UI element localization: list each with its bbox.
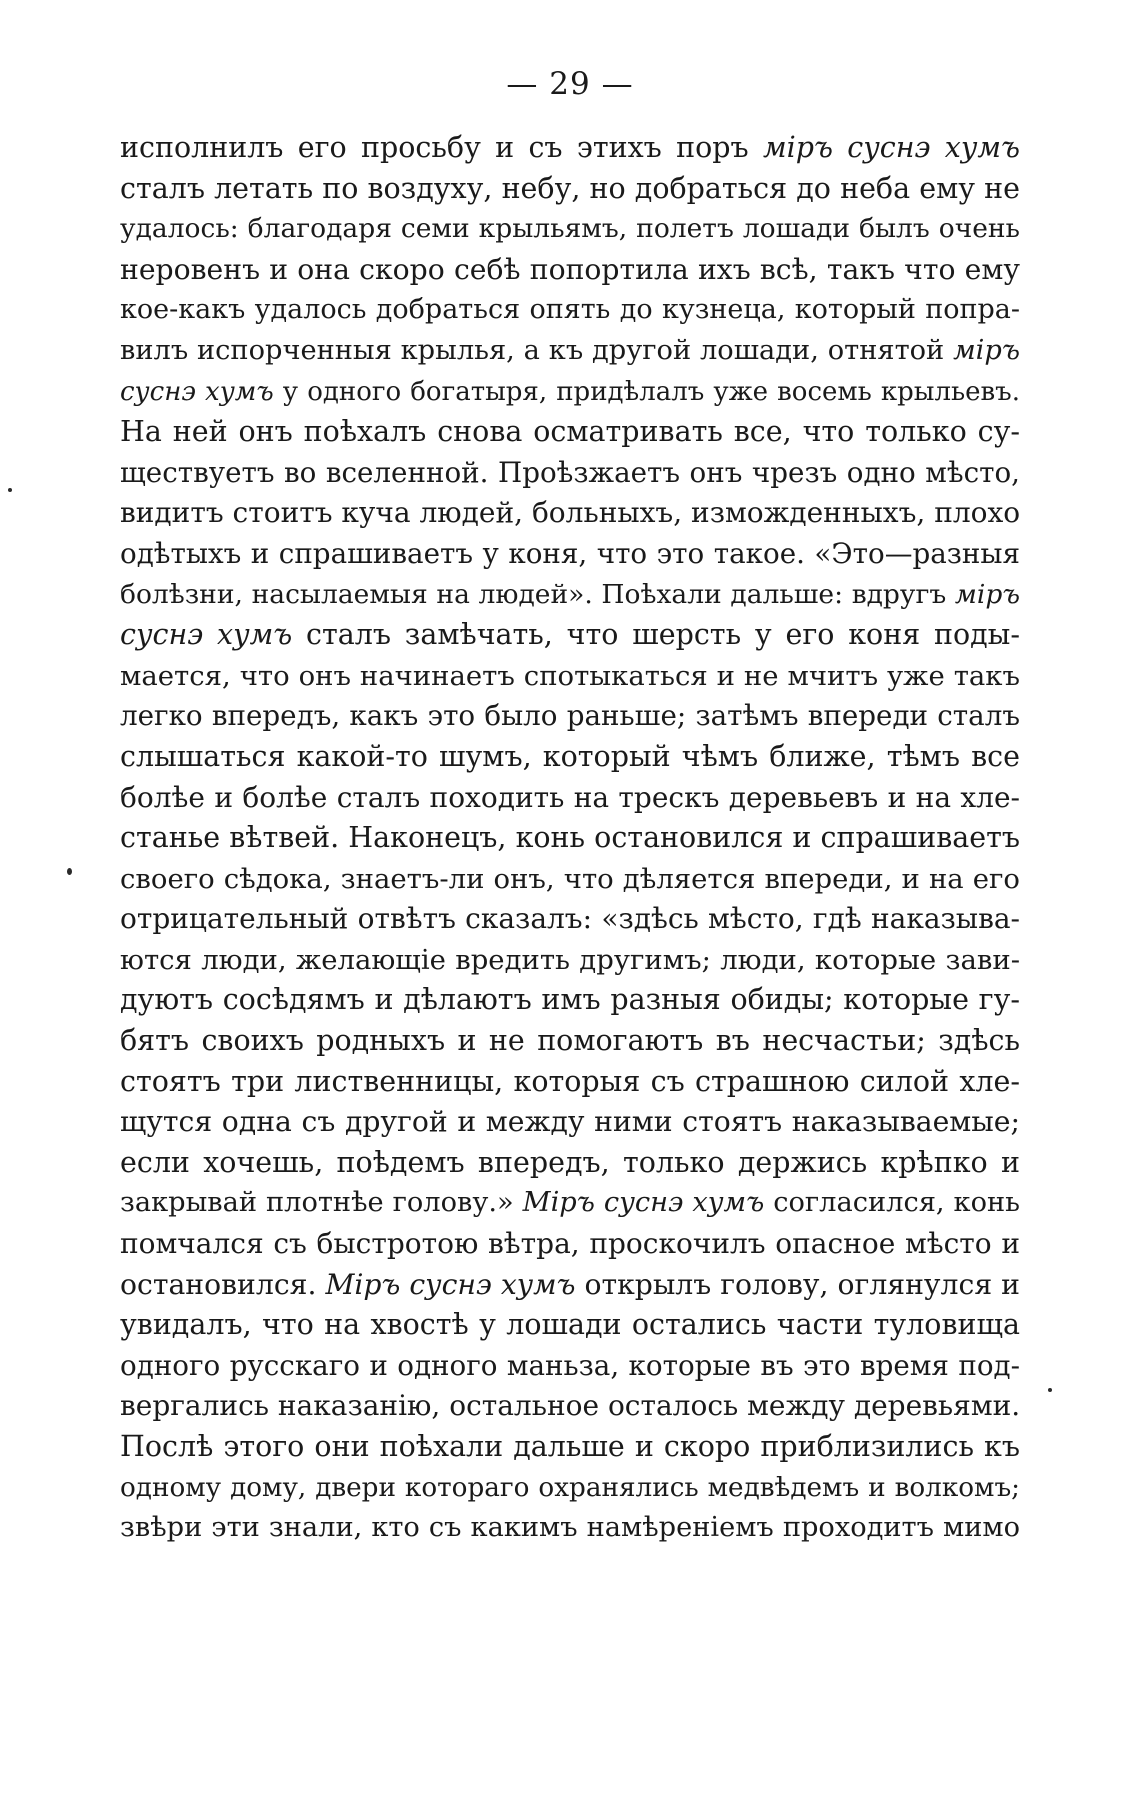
text-line	[120, 1062, 1020, 1103]
text-line	[120, 940, 1020, 981]
text-line	[120, 1102, 1020, 1143]
italic-text-segment: міръ суснэ хумъ	[762, 131, 1020, 164]
text-segment: остановился.	[120, 1267, 326, 1301]
text-segment: болѣе и болѣе сталъ походить на трескъ деревьевъ и на хле-	[120, 780, 1020, 814]
text-line	[120, 1386, 1020, 1427]
text-segment: увидалъ, что на хвостѣ у лошади остались части туловища	[120, 1308, 1020, 1342]
italic-text-segment: Міръ суснэ хумъ	[522, 1187, 765, 1219]
text-line	[120, 1508, 1020, 1549]
text-segment: отрицательный отвѣтъ сказалъ: «здѣсь мѣсто, гдѣ наказыва-	[120, 902, 1020, 936]
italic-text-segment: суснэ хумъ	[120, 376, 274, 407]
text-line	[120, 615, 1020, 656]
text-line	[120, 250, 1020, 291]
text-line	[120, 1265, 1020, 1306]
text-segment: вергались наказанію, остальное осталось между деревьями.	[120, 1389, 1020, 1423]
print-speck	[8, 488, 12, 492]
text-line	[120, 1224, 1020, 1265]
print-speck	[67, 868, 72, 875]
text-segment: неровенъ и она скоро себѣ попортила ихъ всѣ, такъ что ему	[120, 252, 1020, 286]
text-line	[120, 169, 1020, 210]
text-segment: удалось: благодаря семи крыльямъ, полетъ лошади былъ очень	[120, 213, 1020, 245]
text-line	[120, 818, 1020, 859]
italic-text-segment: суснэ хумъ	[120, 618, 293, 652]
text-segment: видитъ стоитъ куча людей, больныхъ, изможденныхъ, плохо	[120, 496, 1020, 530]
text-segment: слышаться какой-то шумъ, который чѣмъ ближе, тѣмъ все	[120, 739, 1020, 773]
text-segment: щутся одна съ другой и между ними стоятъ наказываемые;	[120, 1105, 1020, 1139]
text-segment: ются люди, желающіе вредить другимъ; люди, которые зави-	[120, 943, 1020, 976]
text-line	[120, 1468, 1020, 1509]
text-segment: сталъ летать по воздуху, небу, но добраться до неба ему не	[120, 171, 1020, 205]
text-line	[120, 1143, 1020, 1184]
text-segment: одѣтыхъ и спрашиваетъ у коня, что это такое. «Это—разныя	[120, 536, 1020, 570]
text-line	[120, 696, 1020, 737]
text-segment: На ней онъ поѣхалъ снова осматривать все, что только су-	[120, 415, 1020, 449]
text-line	[120, 1346, 1020, 1387]
italic-text-segment: міръ	[954, 578, 1020, 610]
text-segment: ществуетъ во вселенной. Проѣзжаетъ онъ чрезъ одно мѣсто,	[120, 455, 1020, 489]
text-segment: звѣри эти знали, кто съ какимъ намѣреніемъ проходитъ мимо	[120, 1512, 1020, 1544]
text-segment: согласился, конь	[764, 1187, 1020, 1219]
text-segment: вилъ испорченныя крылья, а къ другой лошади, отнятой	[120, 334, 954, 366]
text-line	[120, 453, 1020, 494]
page-number: — 29 —	[506, 66, 634, 102]
text-segment: стоятъ три лиственницы, которыя съ страшною силой хле-	[120, 1064, 1020, 1098]
text-line	[120, 1305, 1020, 1346]
text-segment: исполнилъ его просьбу и съ этихъ поръ	[120, 131, 763, 164]
text-line	[120, 331, 1020, 372]
text-segment: бятъ своихъ родныхъ и не помогаютъ въ несчастьи; здѣсь	[120, 1024, 1020, 1058]
text-segment: сталъ замѣчать, что шерсть у его коня поды-	[292, 618, 1020, 652]
text-line	[120, 1183, 1020, 1224]
text-line	[120, 980, 1020, 1021]
text-line	[120, 372, 1020, 413]
text-line	[120, 656, 1020, 697]
italic-text-segment: міръ	[953, 334, 1020, 366]
text-segment: закрывай плотнѣе голову.»	[120, 1187, 523, 1219]
text-segment: мается, что онъ начинаетъ спотыкаться и не мчитъ уже такъ	[120, 659, 1020, 692]
text-line	[120, 778, 1020, 819]
text-line	[120, 575, 1020, 616]
text-line	[120, 209, 1020, 250]
text-segment: своего сѣдока, знаетъ-ли онъ, что дѣляется впереди, и на его	[120, 862, 1020, 895]
text-segment: легко впередъ, какъ это было раньше; затѣмъ впереди сталъ	[120, 699, 1020, 733]
text-segment: открылъ голову, оглянулся и	[575, 1267, 1020, 1301]
text-segment: болѣзни, насылаемыя на людей». Поѣхали дальше: вдругъ	[120, 578, 955, 610]
text-segment: одного русскаго и одного маньза, которые въ это время под-	[120, 1348, 1020, 1382]
text-line	[120, 128, 1020, 169]
text-line	[120, 534, 1020, 575]
text-segment: если хочешь, поѣдемъ впередъ, только держись крѣпко и	[120, 1145, 1020, 1179]
text-line	[120, 290, 1020, 331]
text-segment: одному дому, двери котораго охранялись медвѣдемъ и волкомъ;	[120, 1472, 1020, 1503]
italic-text-segment: Міръ суснэ хумъ	[325, 1267, 576, 1301]
text-line	[120, 1427, 1020, 1468]
body-text	[120, 128, 1020, 1549]
text-segment: дуютъ сосѣдямъ и дѣлаютъ имъ разныя обиды; которые гу-	[120, 983, 1020, 1017]
text-line	[120, 737, 1020, 778]
text-line	[120, 899, 1020, 940]
text-line	[120, 412, 1020, 453]
text-segment: кое-какъ удалось добраться опять до кузнеца, который попра-	[120, 294, 1020, 326]
text-segment: у одного богатыря, придѣлалъ уже восемь крыльевъ.	[273, 376, 1020, 407]
text-segment: помчался съ быстротою вѣтра, проскочилъ опасное мѣсто и	[120, 1227, 1020, 1261]
text-line	[120, 1021, 1020, 1062]
text-segment: станье вѣтвей. Наконецъ, конь остановился и спрашиваетъ	[120, 821, 1020, 855]
text-line	[120, 859, 1020, 900]
text-segment: Послѣ этого они поѣхали дальше и скоро приблизились къ	[120, 1430, 1020, 1463]
text-line	[120, 493, 1020, 534]
print-speck	[1048, 1388, 1052, 1392]
